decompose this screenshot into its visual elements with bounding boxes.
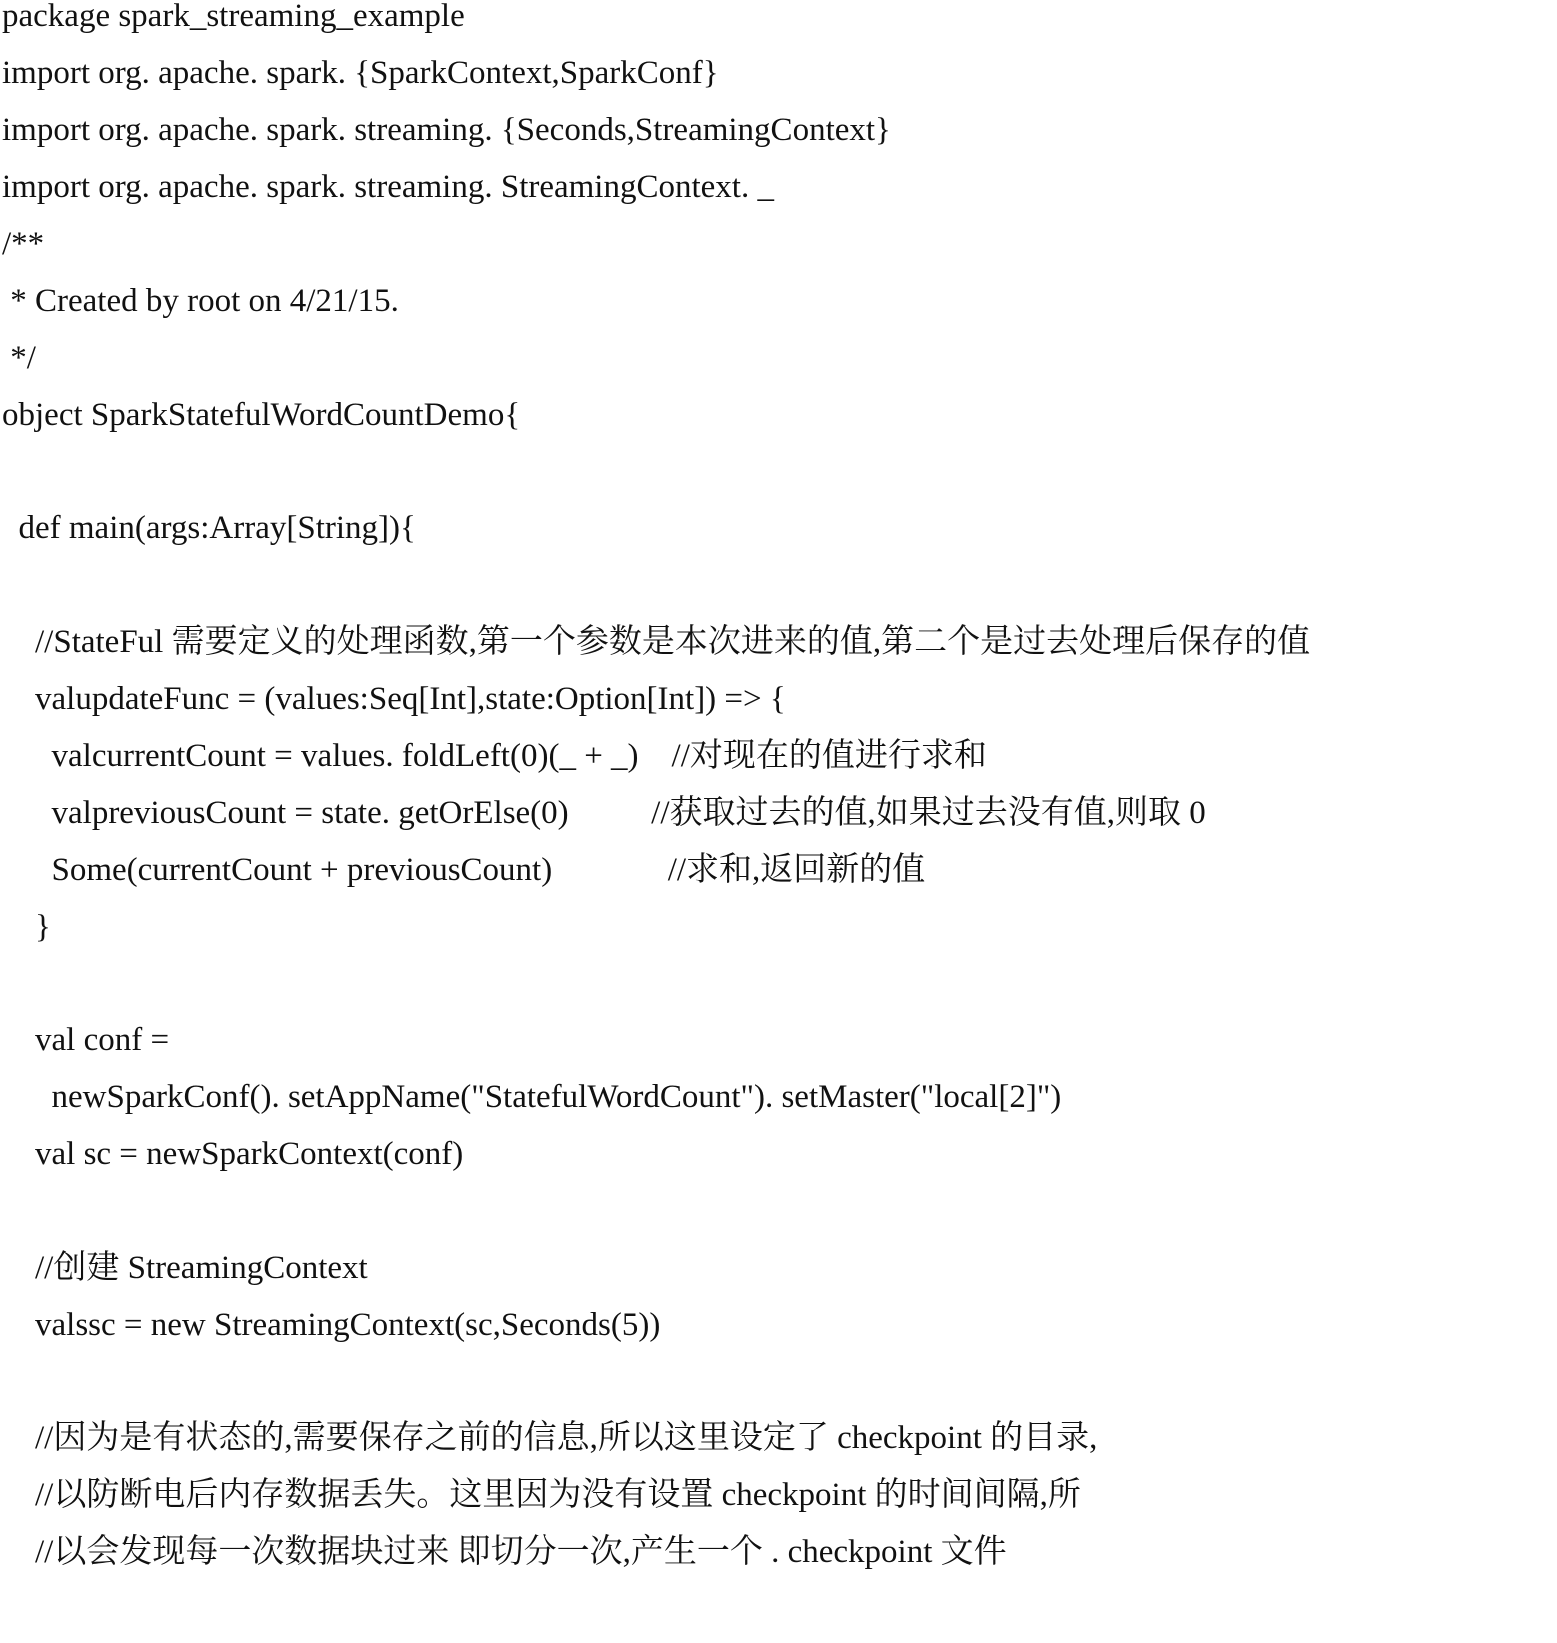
code-line-5: /** [2,226,45,262]
code-line-15: valpreviousCount = state. getOrElse(0) //获取过去的值,如果过去没有值,则取 0 [2,795,1206,831]
code-line-7: */ [2,340,36,376]
code-line-8: object SparkStatefulWordCountDemo{ [2,397,521,433]
code-line-20: newSparkConf(). setAppName("StatefulWordCount"). setMaster("local[2]") [2,1079,1062,1115]
code-line-17: } [2,909,51,945]
code-line-14: valcurrentCount = values. foldLeft(0)(_ + _) //对现在的值进行求和 [2,738,987,774]
code-line-4: import org. apache. spark. streaming. StreamingContext. _ [2,169,774,205]
code-line-19: val conf = [2,1022,170,1058]
code-line-27: //以防断电后内存数据丢失。这里因为没有设置 checkpoint 的时间间隔,所 [2,1477,1081,1513]
code-line-13: valupdateFunc = (values:Seq[Int],state:Option[Int]) => { [2,681,786,717]
code-line-28: //以会发现每一次数据块过来 即切分一次,产生一个 . checkpoint 文件 [2,1534,1007,1570]
code-line-12: //StateFul 需要定义的处理函数,第一个参数是本次进来的值,第二个是过去处理后保存的值 [2,624,1311,660]
code-line-6: * Created by root on 4/21/15. [2,283,399,319]
code-line-24: valssc = new StreamingContext(sc,Seconds(5)) [2,1307,661,1343]
code-line-2: import org. apache. spark. {SparkContext,SparkConf} [2,55,719,91]
code-line-10: def main(args:Array[String]){ [2,510,416,546]
code-line-3: import org. apache. spark. streaming. {Seconds,StreamingContext} [2,112,891,148]
code-line-26: //因为是有状态的,需要保存之前的信息,所以这里设定了 checkpoint 的目录, [2,1420,1098,1456]
code-line-21: val sc = newSparkContext(conf) [2,1136,464,1172]
code-line-16: Some(currentCount + previousCount) //求和,返回新的值 [2,852,926,888]
code-line-1: package spark_streaming_example [2,0,465,34]
code-line-23: //创建 StreamingContext [2,1250,368,1286]
